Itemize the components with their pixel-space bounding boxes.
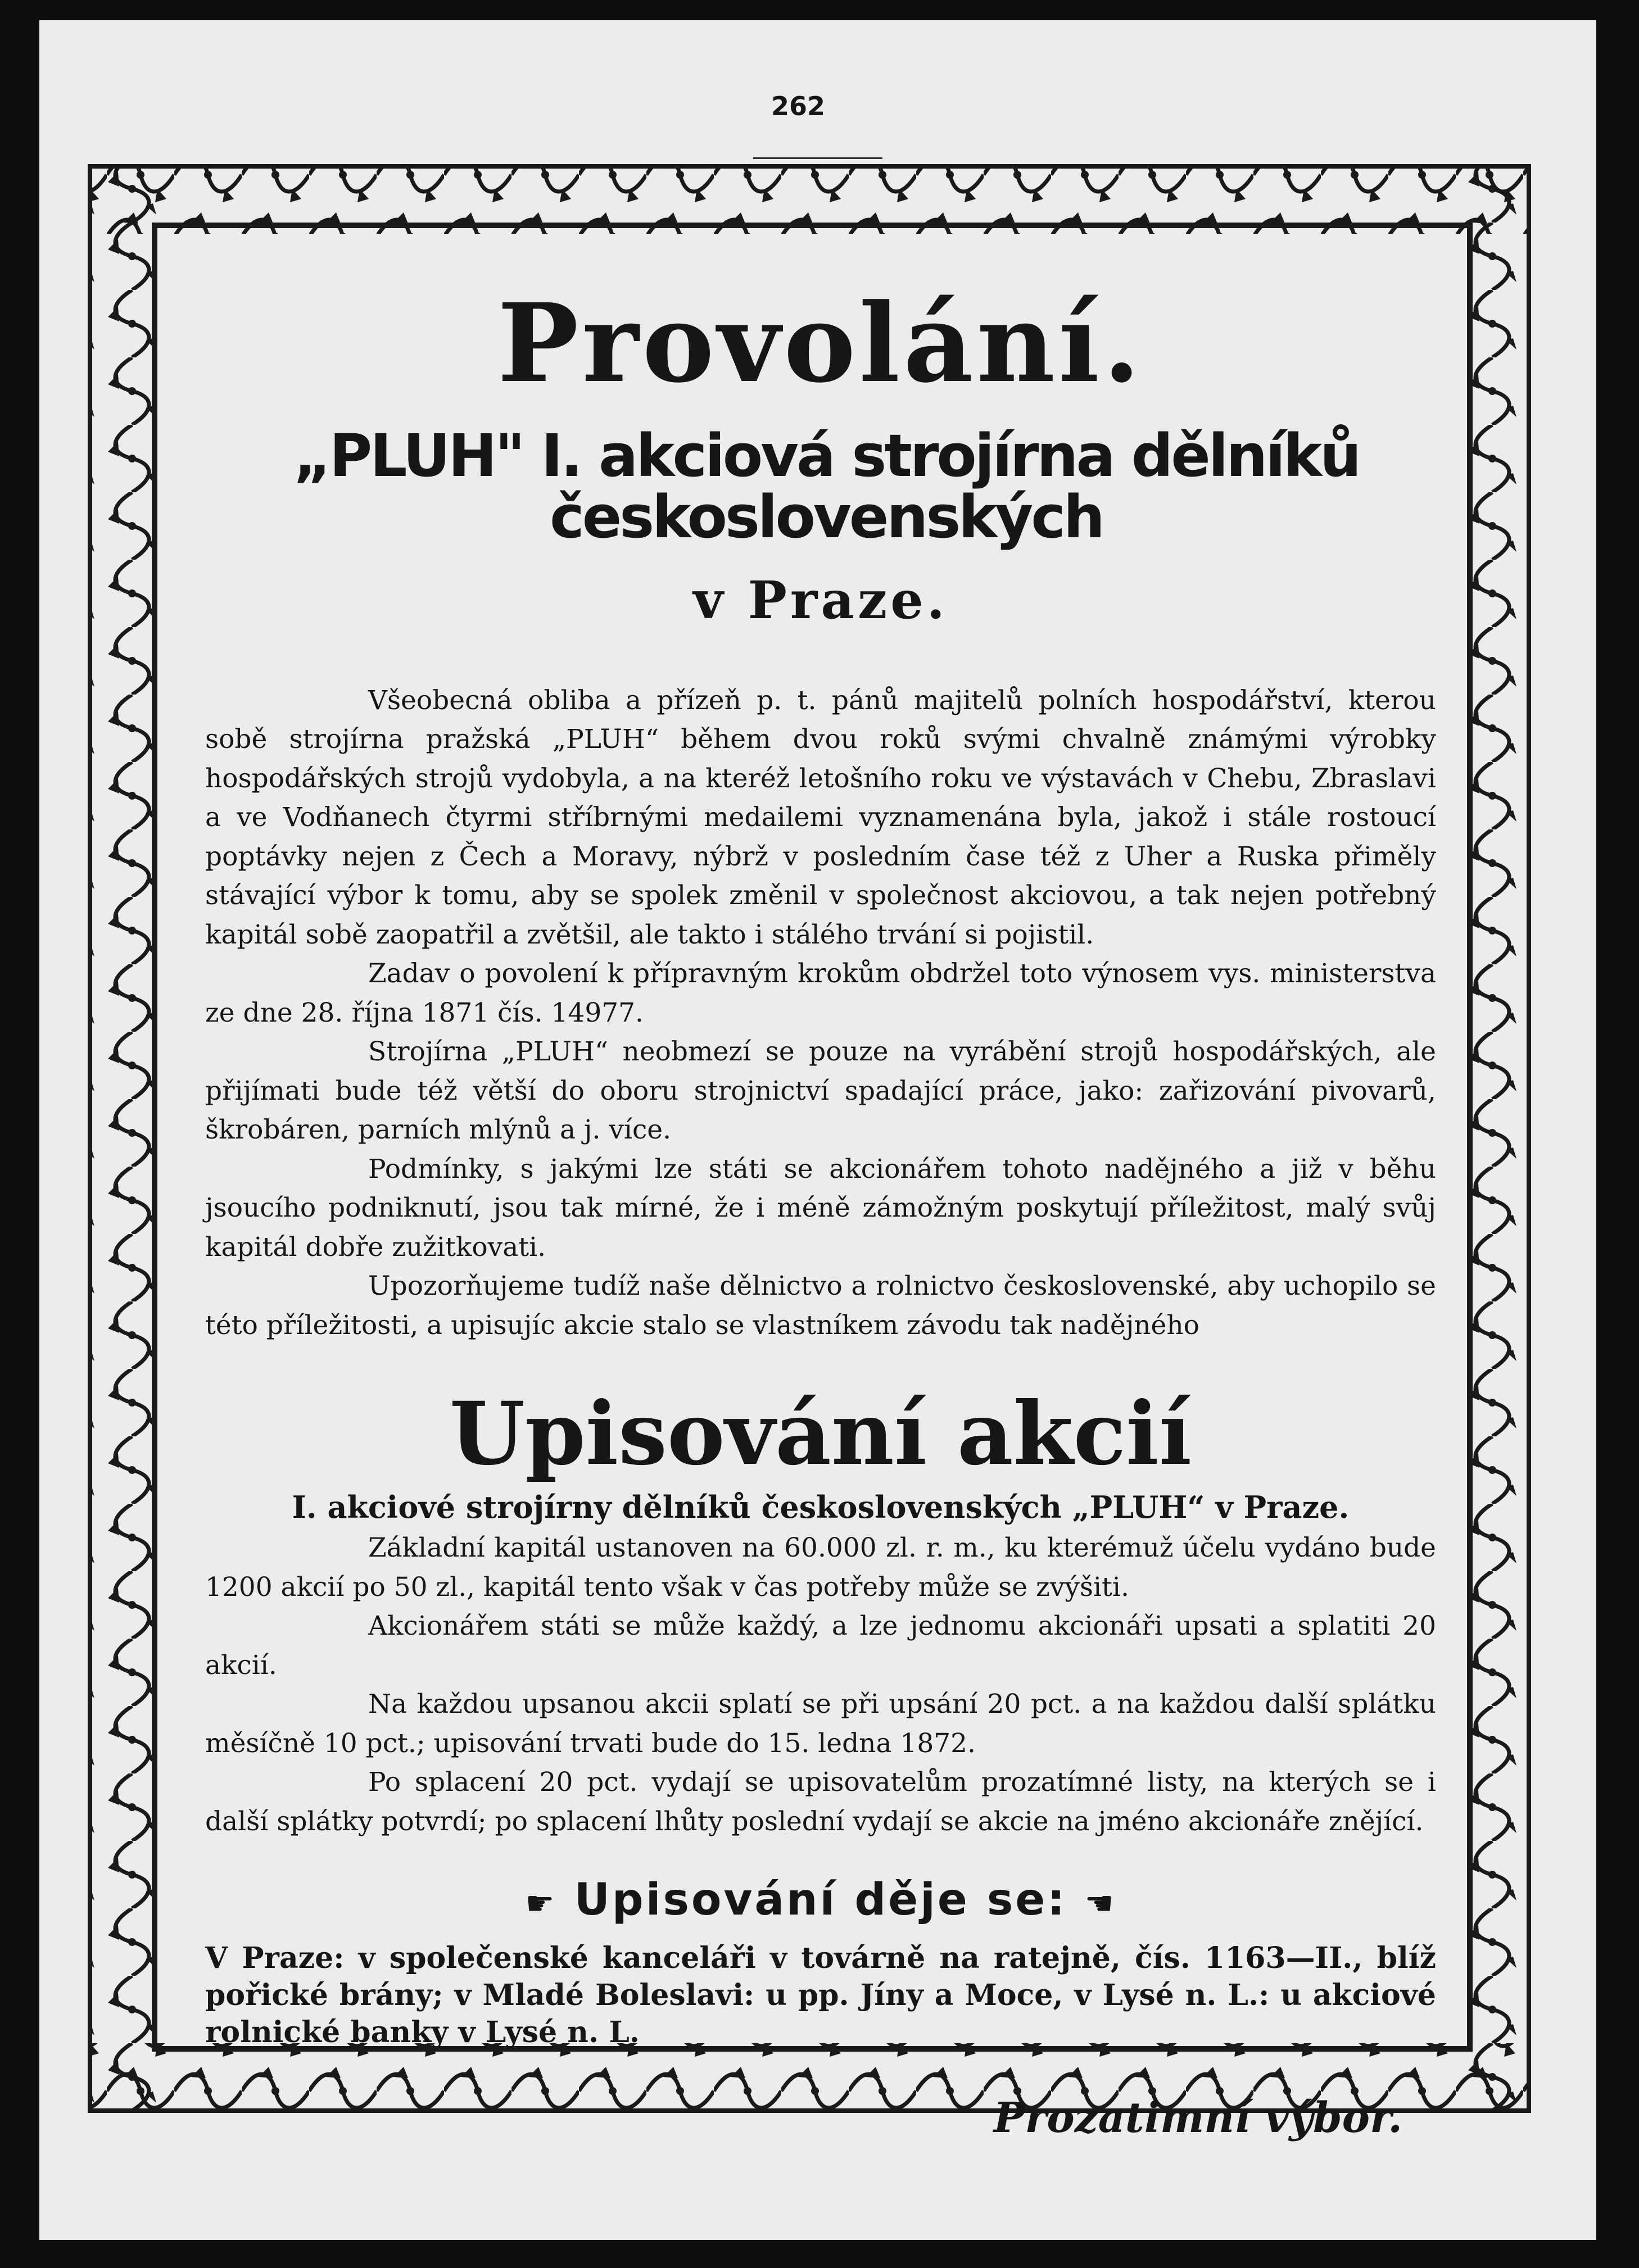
paragraph-conditions: Podmínky, s jakými lze státi se akcionářem tohoto nadějného a již v běhu jsoucího podniknutí, jsou tak mírné, že i méně zámožným poskytují příležitost, malý svůj kapitál dobře zužitkovati. <box>205 1153 1436 1263</box>
subscription-title: Upisování akcií <box>449 1383 1192 1485</box>
paragraph-scope: Strojírna „PLUH“ neobmezí se pouze na vyrábění strojů hospodářských, ale přijímati bude též větší do oboru strojnictví spadající práce, jako: zařizování pivovarů, škrobáren, parních mlýnů a j. více. <box>205 1036 1436 1146</box>
where-heading-row <box>205 1875 1436 1925</box>
subscription-payments: Na každou upsanou akcii splatí se při upsání 20 pct. a na každou další splátku měsíčně 10 pct.; upisování trvati bude do 15. ledna 1872. <box>205 1689 1436 1759</box>
pointing-hand-left-icon: ☚ <box>1084 1884 1116 1923</box>
page-sheet <box>39 20 1596 2240</box>
main-title: Provolání. <box>497 280 1144 407</box>
subscription-certificates: Po splacení 20 pct. vydají se upisovatelům prozatímné listy, na kterých se i další splátky potvrdí; po splacení lhůty poslední vydají se akcie na jméno akcionáře znějící. <box>205 1767 1436 1837</box>
company-name: „PLUH" I. akciová strojírna dělníků československých <box>293 421 1360 552</box>
where-locations: V Praze: v společenské kanceláři v továrně na ratejně, čís. 1163—II., blíž pořické brány; v Mladé Boleslavi: u pp. Jíny a Moce, v Lysé n. L.: u akciové rolnické banky v Lysé n. L. <box>205 1941 1436 2050</box>
where-heading: Upisování děje se: <box>574 1875 1067 1926</box>
subscription-capital: Základní kapitál ustanoven na 60.000 zl. r. m., ku kterémuž účelu vydáno bude 1200 akcií po 50 zl., kapitál tento však v čas potřeby může se zvýšiti. <box>205 1532 1436 1603</box>
proclamation-body <box>205 280 1436 2143</box>
signature: Prozatimní výbor. <box>993 2094 1402 2143</box>
pointing-hand-right-icon: ☛ <box>525 1884 557 1923</box>
paragraph-appeal: Upozorňujeme tudíž naše dělnictvo a rolnictvo československé, aby uchopilo se této příležitosti, a upisujíc akcie stalo se vlastníkem závodu tak nadějného <box>205 1271 1436 1341</box>
company-city: v Praze. <box>693 569 948 630</box>
page-number: 262 <box>771 91 826 121</box>
subscription-shareholder: Akcionářem státi se může každý, a lze jednomu akcionáři upsati a splatiti 20 akcií. <box>205 1611 1436 1681</box>
paragraph-intro: Všeobecná obliba a přízeň p. t. pánů majitelů polních hospodářství, kterou sobě strojírna pražská „PLUH“ během dvou roků svými chvalně známými výrobky hospodářských strojů vydobyla, a na kteréž letošního roku ve výstavách v Chebu, Zbraslavi a ve Vodňanech čtyrmi stříbrnými medailemi vyznamenána byla, jakož i stále rostoucí poptávky nejen z Čech a Moravy, nýbrž v posledním čase též z Uher a Ruska přiměly stávající výbor k tomu, aby se spolek změnil v společnost akciovou, a tak nejen potřebný kapitál sobě zaopatřil a zvětšil, ale takto i stálého trvání si pojistil. <box>205 684 1436 950</box>
paragraph-permit: Zadav o povolení k přípravným krokům obdržel toto výnosem vys. ministerstva ze dne 28. října 1871 čís. 14977. <box>205 958 1436 1028</box>
subscription-subtitle: I. akciové strojírny dělníků československých „PLUH“ v Praze. <box>292 1489 1350 1526</box>
